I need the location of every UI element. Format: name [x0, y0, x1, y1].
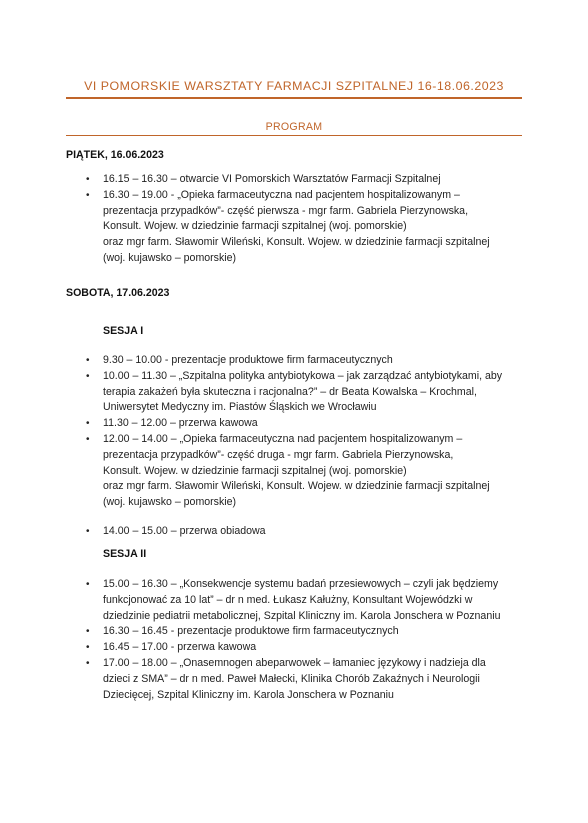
- agenda-item: [0, 524, 523, 540]
- subtitle-divider: [66, 135, 522, 136]
- agenda-item: [0, 640, 523, 656]
- agenda-item-text-line: oraz mgr farm. Sławomir Wileński, Konsult. Wojew. w dziedzinie farmacji szpitalnej: [103, 236, 490, 249]
- agenda-item-text-line: prezentacja przypadków”- część pierwsza - mgr farm. Gabriela Pierzynowska,: [103, 204, 469, 217]
- agenda-item-text-line: 17.00 – 18.00 – „Onasemnogen abeparwowek – łamaniec językowy i nadzieja dla: [103, 656, 486, 669]
- saturday-heading: SOBOTA, 17.06.2023: [66, 287, 170, 299]
- agenda-item-text-line: 16.30 – 16.45 - prezentacje produktowe firm farmaceutycznych: [103, 625, 399, 638]
- agenda-item: [0, 577, 523, 624]
- bullet-icon: •: [86, 626, 90, 638]
- agenda-item-text-line: (woj. kujawsko – pomorskie): [103, 251, 237, 264]
- agenda-item-text-line: 14.00 – 15.00 – przerwa obiadowa: [103, 524, 266, 537]
- agenda-item-text-line: funkcjonować za 10 lat” – dr n med. Łukasz Kałużny, Konsultant Wojewódzki w: [103, 593, 473, 606]
- bullet-icon: •: [86, 355, 90, 366]
- bullet-icon: •: [86, 579, 90, 590]
- program-subtitle: PROGRAM: [265, 121, 323, 133]
- agenda-item-text-line: 11.30 – 12.00 – przerwa kawowa: [103, 417, 258, 430]
- agenda-item: [0, 353, 523, 369]
- agenda-item: [0, 188, 523, 267]
- agenda-item: [0, 432, 523, 511]
- bullet-icon: •: [86, 657, 90, 669]
- document-title: VI POMORSKIE WARSZTATY FARMACJI SZPITALNEJ 16-18.06.2023: [84, 79, 504, 93]
- agenda-item-text-line: Uniwersytet Medyczny im. Piastów Śląskich we Wrocławiu: [103, 401, 377, 414]
- agenda-item: [0, 624, 523, 640]
- agenda-item-text-line: 16.15 – 16.30 – otwarcie VI Pomorskich Warsztatów Farmacji Szpitalnej: [103, 173, 441, 185]
- agenda-item-text-line: 10.00 – 11.30 – „Szpitalna polityka antybiotykowa – jak zarządzać antybiotykami, aby: [103, 369, 503, 382]
- agenda-item-text-line: Konsult. Wojew. w dziedzinie farmacji szpitalnej (woj. pomorskie): [103, 464, 407, 477]
- session-1-agenda-list: [0, 353, 523, 540]
- session-2-agenda-list: [0, 577, 523, 703]
- agenda-item-text-line: 15.00 – 16.30 – „Konsekwencje systemu badań przesiewowych – czyli jak będziemy: [103, 578, 499, 590]
- agenda-item: [0, 416, 523, 432]
- agenda-item-text-line: 16.30 – 19.00 - „Opieka farmaceutyczna nad pacjentem hospitalizowanym –: [103, 188, 460, 201]
- agenda-item-text-line: oraz mgr farm. Sławomir Wileński, Konsult. Wojew. w dziedzinie farmacji szpitalnej: [103, 480, 490, 493]
- agenda-item: [0, 369, 523, 416]
- friday-agenda-list: [0, 172, 523, 267]
- title-divider: [66, 97, 522, 99]
- agenda-item-text-line: dziedzinie pediatrii metabolicznej, Szpital Kliniczny im. Karola Jonschera w Poznaniu: [103, 609, 501, 622]
- bullet-icon: •: [86, 642, 90, 654]
- agenda-item-text-line: (woj. kujawsko – pomorskie): [103, 496, 237, 509]
- friday-heading: PIĄTEK, 16.06.2023: [66, 149, 164, 161]
- agenda-item-text-line: Dziecięcej, Szpital Kliniczny im. Karola Jonschera w Poznaniu: [103, 688, 394, 701]
- bullet-icon: •: [86, 433, 90, 445]
- agenda-item: [0, 172, 523, 188]
- session-1-heading: SESJA I: [103, 325, 144, 337]
- agenda-item-text-line: Konsult. Wojew. w dziedzinie farmacji szpitalnej (woj. pomorskie): [103, 220, 407, 233]
- agenda-item-text-line: 12.00 – 14.00 – „Opieka farmaceutyczna nad pacjentem hospitalizowanym –: [103, 432, 463, 445]
- bullet-icon: •: [86, 174, 90, 185]
- bullet-icon: •: [86, 189, 90, 201]
- agenda-item-text-line: terapia zakażeń była skuteczna i racjonalna?” – dr Beata Kowalska – Krochmal,: [103, 385, 477, 398]
- agenda-item-text-line: 9.30 – 10.00 - prezentacje produktowe firm farmaceutycznych: [103, 354, 393, 366]
- bullet-icon: •: [86, 370, 90, 382]
- agenda-item-text-line: dzieci z SMA” – dr n med. Paweł Małecki, Klinika Chorób Zakaźnych i Neurologii: [103, 672, 480, 685]
- bullet-icon: •: [86, 418, 90, 430]
- agenda-item: [0, 656, 523, 703]
- bullet-icon: •: [86, 525, 90, 537]
- agenda-item-text-line: 16.45 – 17.00 - przerwa kawowa: [103, 641, 257, 654]
- agenda-item-text-line: prezentacja przypadków”- część druga - mgr farm. Gabriela Pierzynowska,: [103, 448, 454, 461]
- session-2-heading: SESJA II: [103, 548, 147, 560]
